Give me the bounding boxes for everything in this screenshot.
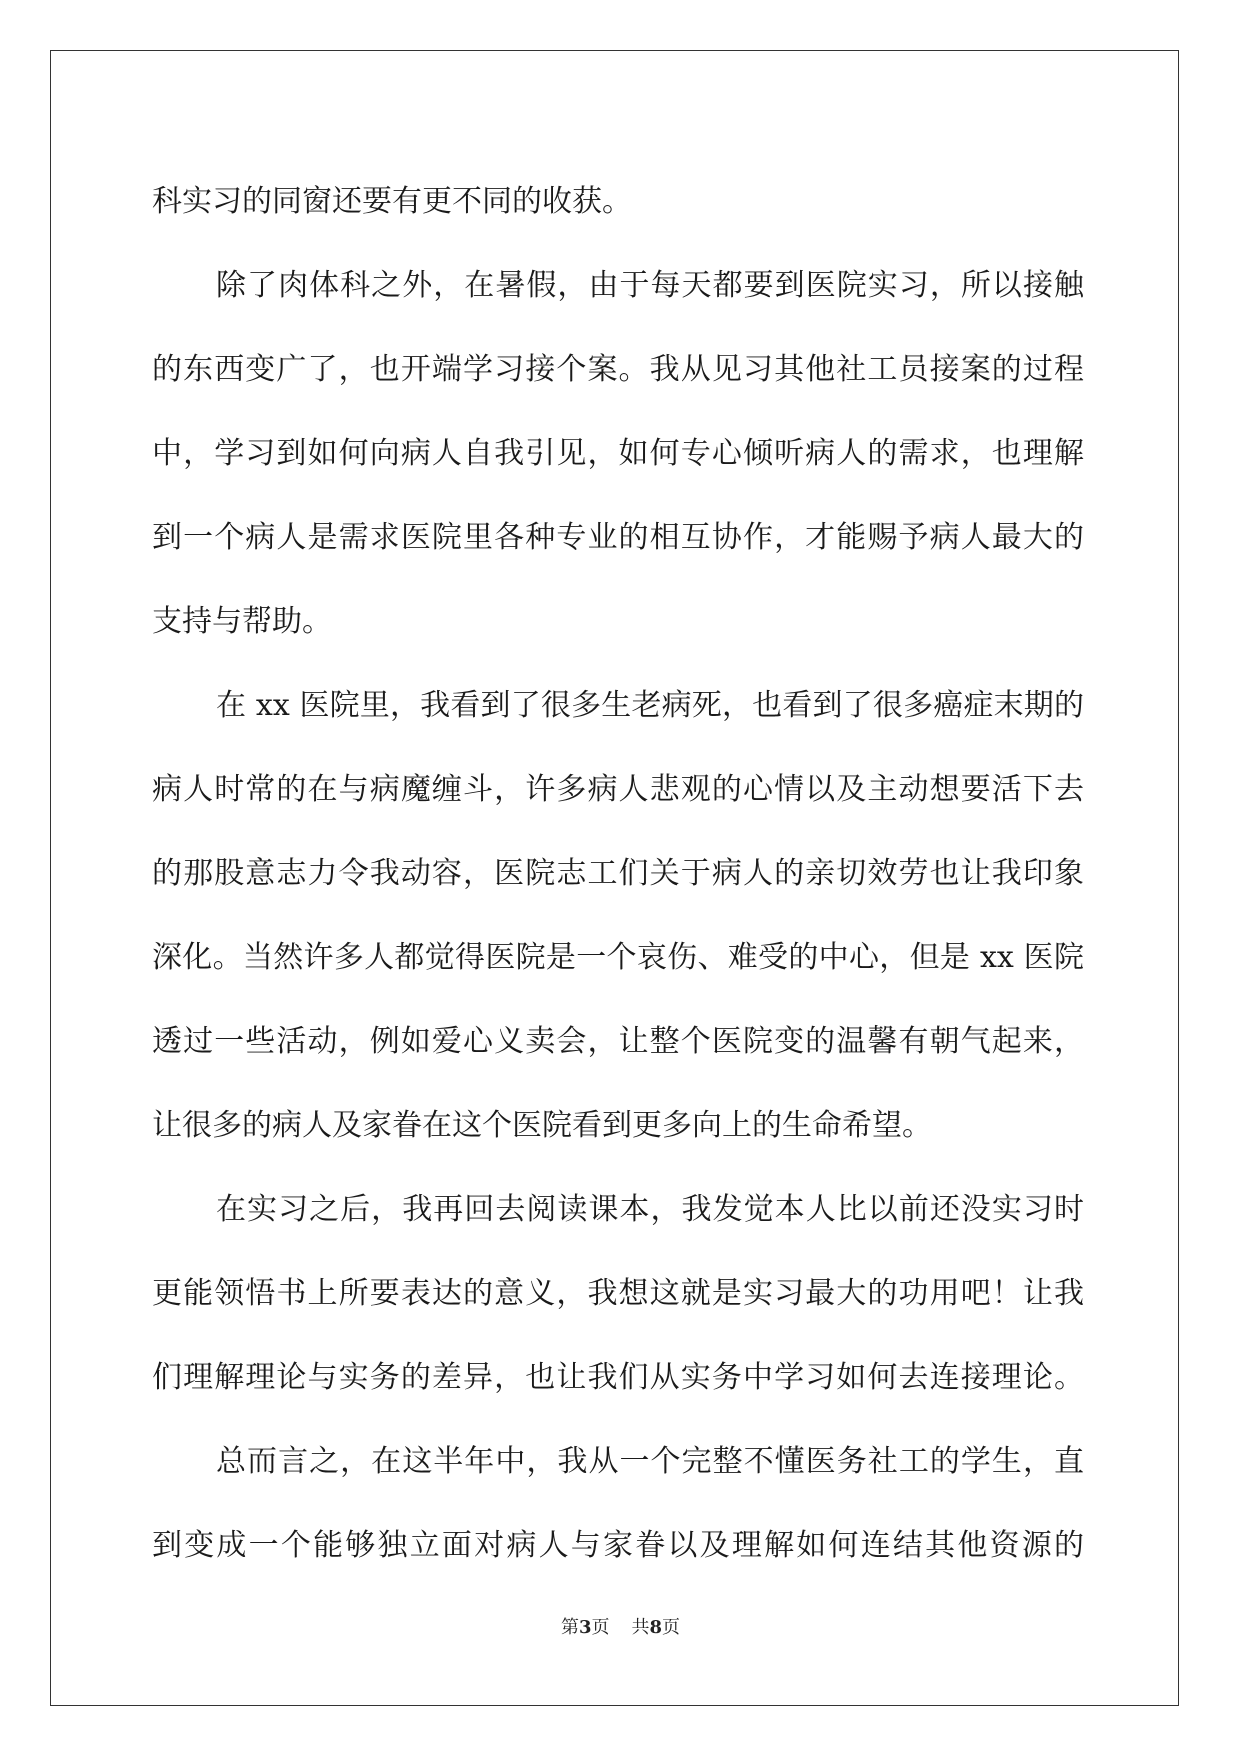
text-line: 的那股意志力令我动容，医院志工们关于病人的亲切效劳也让我印象 [152, 856, 1084, 891]
text-line: 病人时常的在与病魔缠斗，许多病人悲观的心情以及主动想要活下去 [152, 772, 1084, 807]
text-line: 深化。当然许多人都觉得医院是一个哀伤、难受的中心，但是 xx 医院 [152, 940, 1084, 975]
document-body [152, 160, 1084, 1588]
text-line: 让很多的病人及家眷在这个医院看到更多向上的生命希望。 [152, 1108, 932, 1143]
text-line: 到变成一个能够独立面对病人与家眷以及理解如何连结其他资源的 [152, 1528, 1084, 1563]
text-line: 透过一些活动，例如爱心义卖会，让整个医院变的温馨有朝气起来， [152, 1024, 1084, 1059]
text-line: 的东西变广了，也开端学习接个案。我从见习其他社工员接案的过程 [152, 352, 1084, 387]
page-prefix: 第 [560, 1617, 579, 1638]
text-line: 除了肉体科之外，在暑假，由于每天都要到医院实习，所以接触 [216, 268, 1084, 303]
text-line: 更能领悟书上所要表达的意义，我想这就是实习最大的功用吧！让我 [152, 1276, 1084, 1311]
page-total-number: 8 [649, 1617, 663, 1638]
text-line: 中，学习到如何向病人自我引见，如何专心倾听病人的需求，也理解 [152, 436, 1084, 471]
page-unit: 页 [591, 1617, 610, 1638]
text-line: 支持与帮助。 [152, 604, 332, 639]
total-prefix: 共 [631, 1617, 650, 1638]
text-line: 科实习的同窗还要有更不同的收获。 [152, 184, 632, 219]
page-current-number: 3 [578, 1617, 592, 1638]
text-line: 在实习之后，我再回去阅读课本，我发觉本人比以前还没实习时 [216, 1192, 1084, 1227]
text-line: 们理解理论与实务的差异，也让我们从实务中学习如何去连接理论。 [152, 1360, 1084, 1395]
text-line: 总而言之，在这半年中，我从一个完整不懂医务社工的学生，直 [216, 1444, 1084, 1479]
total-unit: 页 [662, 1617, 681, 1638]
text-line: 到一个病人是需求医院里各种专业的相互协作，才能赐予病人最大的 [152, 520, 1084, 555]
page-footer [0, 1613, 1241, 1639]
text-line: 在 xx 医院里，我看到了很多生老病死，也看到了很多癌症末期的 [216, 688, 1084, 723]
